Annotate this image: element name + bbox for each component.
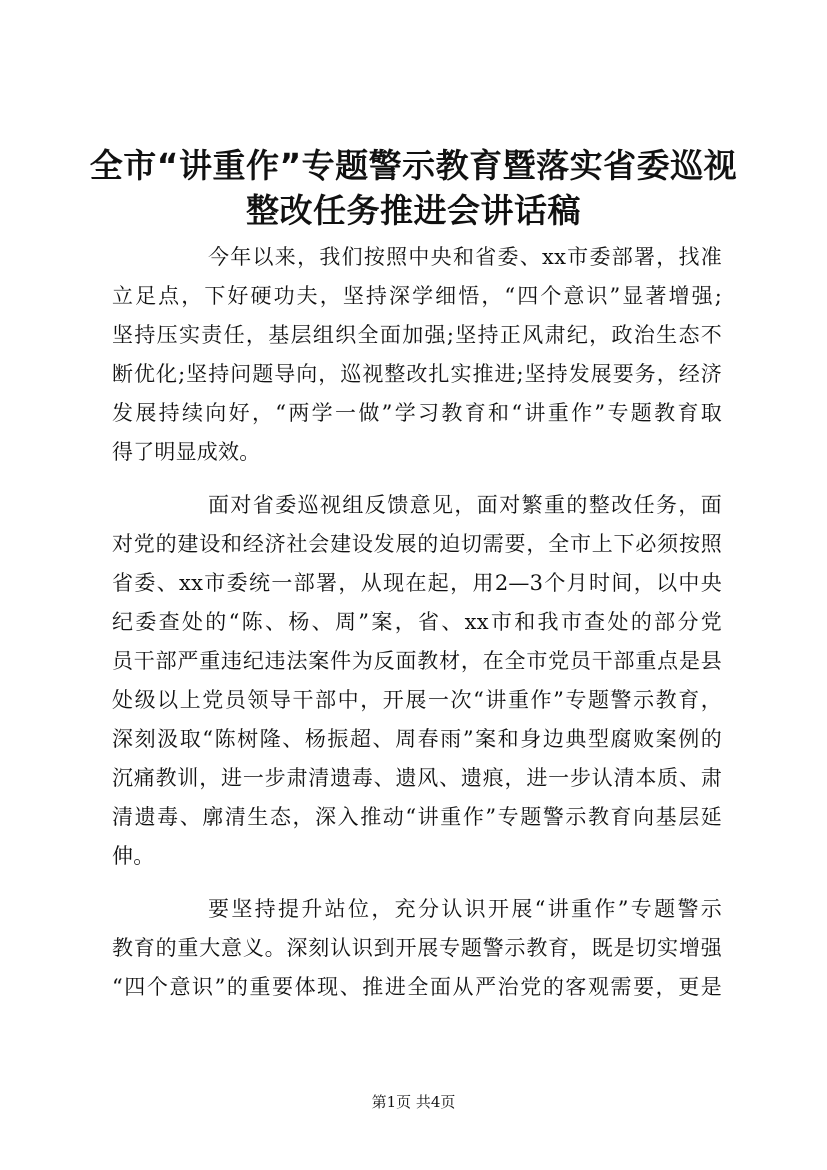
document-title-line-2: 整改任务推进会讲话稿 <box>246 191 581 230</box>
paragraph-2-line: 处级以上党员领导干部中，开展一次“讲重作”专题警示教育， <box>112 688 722 712</box>
paragraph-2-line: 纪委查处的“陈、杨、周”案，省、xx市和我市查处的部分党 <box>112 610 722 634</box>
paragraph-2-line: 深刻汲取“陈树隆、杨振超、周春雨”案和身边典型腐败案例的 <box>112 727 722 751</box>
paragraph-2-line: 省委、xx市委统一部署，从现在起，用2—3个月时间，以中央 <box>112 571 722 595</box>
paragraph-1-line: 断优化;坚持问题导向，巡视整改扎实推进;坚持发展要务，经济 <box>112 362 722 386</box>
paragraph-3-line: 要坚持提升站位，充分认识开展“讲重作”专题警示 <box>208 897 722 921</box>
paragraph-1-line: 立足点，下好硬功夫，坚持深学细悟，“四个意识”显著增强; <box>112 284 722 308</box>
paragraph-3-line: “四个意识”的重要体现、推进全面从严治党的客观需要，更是 <box>112 975 722 999</box>
paragraph-2-line: 面对省委巡视组反馈意见，面对繁重的整改任务，面 <box>208 493 722 517</box>
paragraph-1-line: 坚持压实责任，基层组织全面加强;坚持正风肃纪，政治生态不 <box>112 323 722 347</box>
paragraph-1-line: 得了明显成效。 <box>112 440 261 464</box>
paragraph-2-line: 员干部严重违纪违法案件为反面教材，在全市党员干部重点是县 <box>112 649 722 673</box>
paragraph-1-line: 今年以来，我们按照中央和省委、xx市委部署，找准 <box>208 245 722 269</box>
paragraph-1-line: 发展持续向好，“两学一做”学习教育和“讲重作”专题教育取 <box>112 401 722 425</box>
paragraph-2-line: 伸。 <box>112 844 155 868</box>
page-number-footer: 第1页 共4页 <box>371 1093 456 1111</box>
paragraph-2-line: 清遗毒、廓清生态，深入推动“讲重作”专题警示教育向基层延 <box>112 805 722 829</box>
paragraph-2-line: 对党的建设和经济社会建设发展的迫切需要，全市上下必须按照 <box>112 532 722 556</box>
paragraph-3-line: 教育的重大意义。深刻认识到开展专题警示教育，既是切实增强 <box>112 936 722 960</box>
document-title-line-1: 全市“讲重作”专题警示教育暨落实省委巡视 <box>89 146 738 185</box>
paragraph-2-line: 沉痛教训，进一步肃清遗毒、遗风、遗痕，进一步认清本质、肃 <box>112 766 722 790</box>
